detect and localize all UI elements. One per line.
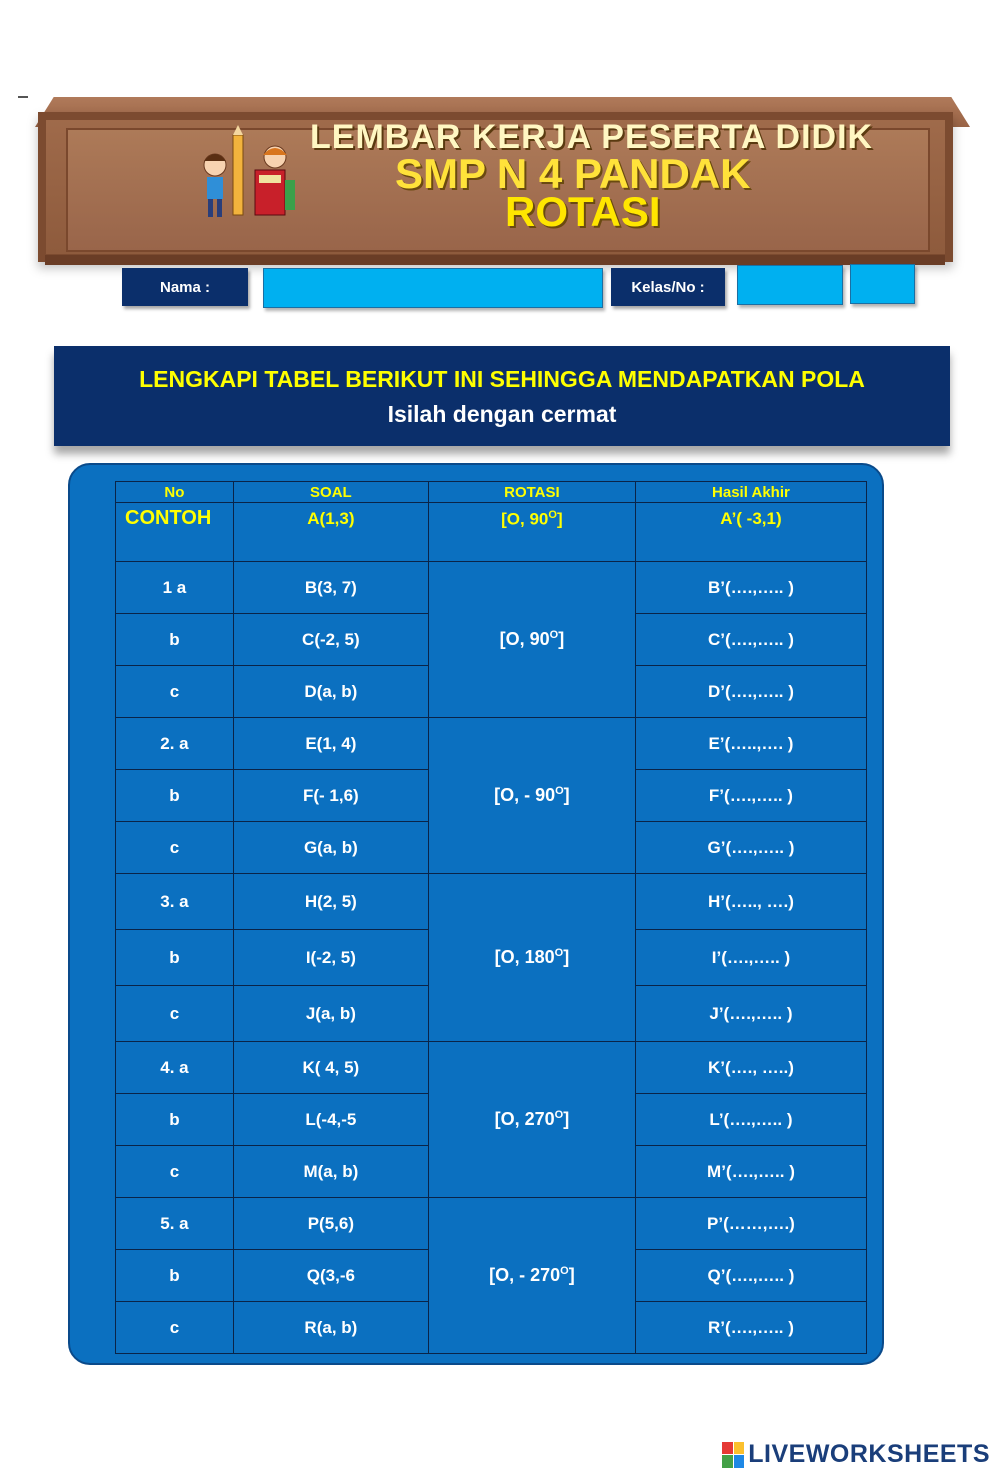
example-row xyxy=(116,503,867,562)
row-soal: G(a, b) xyxy=(233,822,428,874)
row-no: c xyxy=(116,666,234,718)
answer-cell[interactable]: K’(…., …..) xyxy=(635,1042,866,1094)
table-row xyxy=(116,1042,867,1094)
rotasi-cell: [O, $270^O$] xyxy=(428,1042,635,1198)
header-no: No xyxy=(116,482,234,503)
answer-cell[interactable]: B’(….,….. ) xyxy=(635,562,866,614)
answer-cell[interactable]: R’(….,….. ) xyxy=(635,1302,866,1354)
kids-with-pencil-illustration xyxy=(195,125,305,225)
row-no: 3. a xyxy=(116,874,234,930)
liveworksheets-mark-icon xyxy=(722,1442,744,1468)
answer-cell[interactable]: G’(….,….. ) xyxy=(635,822,866,874)
row-soal: J(a, b) xyxy=(233,986,428,1042)
row-soal: I(-2, 5) xyxy=(233,930,428,986)
row-soal: M(a, b) xyxy=(233,1146,428,1198)
row-soal: L(-4,-5 xyxy=(233,1094,428,1146)
rotasi-cell: [O, $90^O$] xyxy=(428,562,635,718)
row-soal: H(2, 5) xyxy=(233,874,428,930)
answer-cell[interactable]: H’(….., ….) xyxy=(635,874,866,930)
rotasi-cell: [O, - $270^O$] xyxy=(428,1198,635,1354)
row-soal: D(a, b) xyxy=(233,666,428,718)
answer-cell[interactable]: C’(….,….. ) xyxy=(635,614,866,666)
row-soal: P(5,6) xyxy=(233,1198,428,1250)
kelas-label: Kelas/No : xyxy=(611,268,725,306)
instruction-box xyxy=(54,346,950,446)
kelas-input[interactable] xyxy=(737,265,843,305)
answer-cell[interactable]: D’(….,….. ) xyxy=(635,666,866,718)
example-no: CONTOH xyxy=(116,503,234,562)
no-input[interactable] xyxy=(850,264,915,304)
answer-cell[interactable]: F’(….,….. ) xyxy=(635,770,866,822)
answer-cell[interactable]: M’(….,….. ) xyxy=(635,1146,866,1198)
instruction-subheading: Isilah dengan cermat xyxy=(387,401,617,427)
row-no: c xyxy=(116,822,234,874)
row-soal: C(-2, 5) xyxy=(233,614,428,666)
example-hasil: A’( -3,1) xyxy=(635,503,866,562)
rotasi-cell: [O, - $90^O$] xyxy=(428,718,635,874)
liveworksheets-wordmark: LIVEWORKSHEETS xyxy=(748,1440,990,1468)
row-no: b xyxy=(116,930,234,986)
table-header-row xyxy=(116,482,867,503)
header-rotasi: ROTASI xyxy=(428,482,635,503)
answer-cell[interactable]: P’(……,….) xyxy=(635,1198,866,1250)
example-soal: A(1,3) xyxy=(233,503,428,562)
rotasi-cell: [O, $180^O$] xyxy=(428,874,635,1042)
banner-title: LEMBAR KERJA PESERTA DIDIK xyxy=(310,118,874,156)
page-mark xyxy=(18,96,28,98)
rotation-table xyxy=(115,481,867,1354)
row-no: 4. a xyxy=(116,1042,234,1094)
row-soal: F(- 1,6) xyxy=(233,770,428,822)
banner-shadow xyxy=(45,255,945,265)
answer-cell[interactable]: Q’(….,….. ) xyxy=(635,1250,866,1302)
row-soal: R(a, b) xyxy=(233,1302,428,1354)
row-no: b xyxy=(116,1250,234,1302)
answer-cell[interactable]: J’(….,….. ) xyxy=(635,986,866,1042)
row-soal: K( 4, 5) xyxy=(233,1042,428,1094)
banner-topic: ROTASI xyxy=(505,188,661,235)
row-soal: E(1, 4) xyxy=(233,718,428,770)
example-rotasi: [O, $90^O$] xyxy=(428,503,635,562)
table-row xyxy=(116,1198,867,1250)
row-no: 5. a xyxy=(116,1198,234,1250)
answer-cell[interactable]: I’(….,….. ) xyxy=(635,930,866,986)
row-no: b xyxy=(116,770,234,822)
instruction-heading: LENGKAPI TABEL BERIKUT INI SEHINGGA MENDAPATKAN POLA xyxy=(139,366,865,392)
row-soal: B(3, 7) xyxy=(233,562,428,614)
liveworksheets-logo xyxy=(722,1440,990,1469)
row-no: 2. a xyxy=(116,718,234,770)
row-no: b xyxy=(116,614,234,666)
nama-input[interactable] xyxy=(263,268,603,308)
header-soal: SOAL xyxy=(233,482,428,503)
answer-cell[interactable]: L’(….,….. ) xyxy=(635,1094,866,1146)
answer-cell[interactable]: E’(…..,…. ) xyxy=(635,718,866,770)
nama-label: Nama : xyxy=(122,268,248,306)
row-no: c xyxy=(116,1302,234,1354)
banner-school: SMP N 4 PANDAK xyxy=(395,150,751,197)
header-hasil: Hasil Akhir xyxy=(635,482,866,503)
row-no: c xyxy=(116,1146,234,1198)
table-row xyxy=(116,718,867,770)
table-row xyxy=(116,562,867,614)
table-row xyxy=(116,874,867,930)
row-no: 1 a xyxy=(116,562,234,614)
row-soal: Q(3,-6 xyxy=(233,1250,428,1302)
row-no: c xyxy=(116,986,234,1042)
row-no: b xyxy=(116,1094,234,1146)
